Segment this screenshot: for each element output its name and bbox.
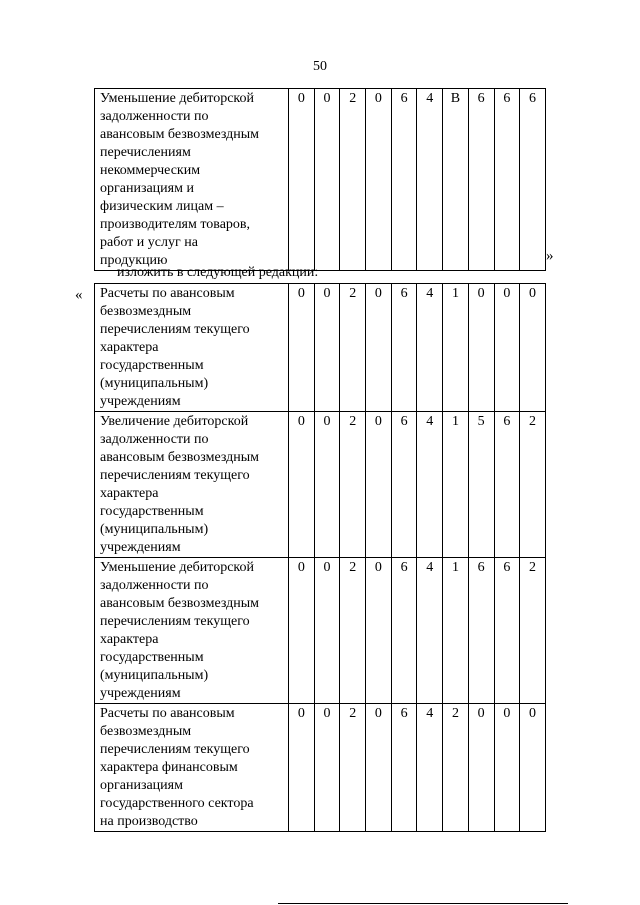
- code-digit: 6: [391, 558, 417, 704]
- code-digit: 6: [520, 89, 546, 271]
- code-digit: 0: [314, 89, 340, 271]
- code-digit: 4: [417, 89, 443, 271]
- code-digit: 4: [417, 704, 443, 832]
- opening-quote: «: [75, 287, 83, 303]
- description-line: производителям товаров,: [100, 217, 251, 232]
- description-line: учреждениям: [100, 686, 181, 701]
- bottom-code-table: [94, 283, 546, 832]
- description-line: (муниципальным): [100, 668, 209, 683]
- code-digit: 2: [443, 704, 469, 832]
- code-digit: 2: [340, 284, 366, 412]
- code-digit: 1: [443, 284, 469, 412]
- code-digit: 4: [417, 412, 443, 558]
- description-line: перечислениям: [100, 145, 191, 160]
- description-line: государственным: [100, 358, 204, 373]
- code-digit: 0: [366, 412, 392, 558]
- table-row: [95, 704, 546, 832]
- description-line: (муниципальным): [100, 522, 209, 537]
- description-line: физическим лицам –: [100, 199, 224, 214]
- description-line: государственным: [100, 650, 204, 665]
- code-digit: 0: [314, 558, 340, 704]
- code-digit: 0: [289, 558, 315, 704]
- description-line: государственного сектора: [100, 796, 254, 811]
- code-digit: 6: [391, 412, 417, 558]
- table-row: [95, 558, 546, 704]
- code-digit: 2: [340, 89, 366, 271]
- code-digit: 2: [520, 412, 546, 558]
- description-line: задолженности по: [100, 109, 209, 124]
- code-digit: 0: [366, 89, 392, 271]
- code-digit: 0: [520, 704, 546, 832]
- table-row: [95, 284, 546, 412]
- description-line: авансовым безвозмездным: [100, 596, 260, 611]
- code-digit: 4: [417, 558, 443, 704]
- code-digit: 4: [417, 284, 443, 412]
- description-line: государственным: [100, 504, 204, 519]
- code-digit: 0: [468, 704, 494, 832]
- code-digit: 0: [494, 284, 520, 412]
- footer-divider: [278, 903, 568, 904]
- code-digit: 0: [494, 704, 520, 832]
- code-digit: 6: [391, 89, 417, 271]
- code-digit: 0: [314, 284, 340, 412]
- row-description: [95, 704, 289, 832]
- description-line: организациям и: [100, 181, 194, 196]
- description-line: авансовым безвозмездным: [100, 127, 260, 142]
- description-line: характера: [100, 486, 159, 501]
- code-digit: 0: [314, 412, 340, 558]
- description-line: авансовым безвозмездным: [100, 450, 260, 465]
- code-digit: 0: [289, 284, 315, 412]
- row-description: [95, 284, 289, 412]
- description-line: Расчеты по авансовым: [100, 286, 235, 301]
- description-line: работ и услуг на: [100, 235, 198, 250]
- description-line: учреждениям: [100, 540, 181, 555]
- code-digit: 1: [443, 558, 469, 704]
- description-line: перечислениям текущего: [100, 322, 250, 337]
- description-line: характера: [100, 632, 159, 647]
- code-digit: 0: [289, 412, 315, 558]
- description-line: задолженности по: [100, 432, 209, 447]
- page-number: 50: [313, 59, 327, 74]
- description-line: безвозмездным: [100, 304, 192, 319]
- code-digit: 0: [366, 704, 392, 832]
- row-description: [95, 558, 289, 704]
- code-digit: В: [443, 89, 469, 271]
- code-digit: 0: [366, 558, 392, 704]
- row-description: [95, 412, 289, 558]
- description-line: учреждениям: [100, 394, 181, 409]
- code-digit: 0: [314, 704, 340, 832]
- description-line: безвозмездным: [100, 724, 192, 739]
- code-digit: 0: [520, 284, 546, 412]
- code-digit: 6: [468, 558, 494, 704]
- description-line: перечислениям текущего: [100, 468, 250, 483]
- table-row: [95, 89, 546, 271]
- code-digit: 6: [494, 89, 520, 271]
- code-digit: 2: [340, 558, 366, 704]
- code-digit: 0: [289, 89, 315, 271]
- description-line: Уменьшение дебиторской: [100, 91, 255, 106]
- code-digit: 5: [468, 412, 494, 558]
- code-digit: 0: [468, 284, 494, 412]
- description-line: перечислениям текущего: [100, 742, 250, 757]
- instruction-text: изложить в следующей редакции:: [117, 265, 319, 280]
- description-line: характера: [100, 340, 159, 355]
- code-digit: 2: [340, 704, 366, 832]
- description-line: продукцию: [100, 253, 168, 268]
- code-digit: 2: [520, 558, 546, 704]
- table-row: [95, 412, 546, 558]
- description-line: организациям: [100, 778, 183, 793]
- code-digit: 6: [468, 89, 494, 271]
- description-line: Расчеты по авансовым: [100, 706, 235, 721]
- description-line: перечислениям текущего: [100, 614, 250, 629]
- description-line: характера финансовым: [100, 760, 238, 775]
- top-code-table: [94, 88, 546, 271]
- description-line: на производство: [100, 814, 198, 829]
- description-line: Увеличение дебиторской: [100, 414, 249, 429]
- description-line: Уменьшение дебиторской: [100, 560, 255, 575]
- code-digit: 6: [494, 558, 520, 704]
- code-digit: 0: [366, 284, 392, 412]
- description-line: (муниципальным): [100, 376, 209, 391]
- code-digit: 6: [494, 412, 520, 558]
- closing-quote: »: [546, 248, 554, 264]
- code-digit: 6: [391, 704, 417, 832]
- code-digit: 2: [340, 412, 366, 558]
- code-digit: 6: [391, 284, 417, 412]
- code-digit: 0: [289, 704, 315, 832]
- row-description: [95, 89, 289, 271]
- description-line: некоммерческим: [100, 163, 201, 178]
- description-line: задолженности по: [100, 578, 209, 593]
- code-digit: 1: [443, 412, 469, 558]
